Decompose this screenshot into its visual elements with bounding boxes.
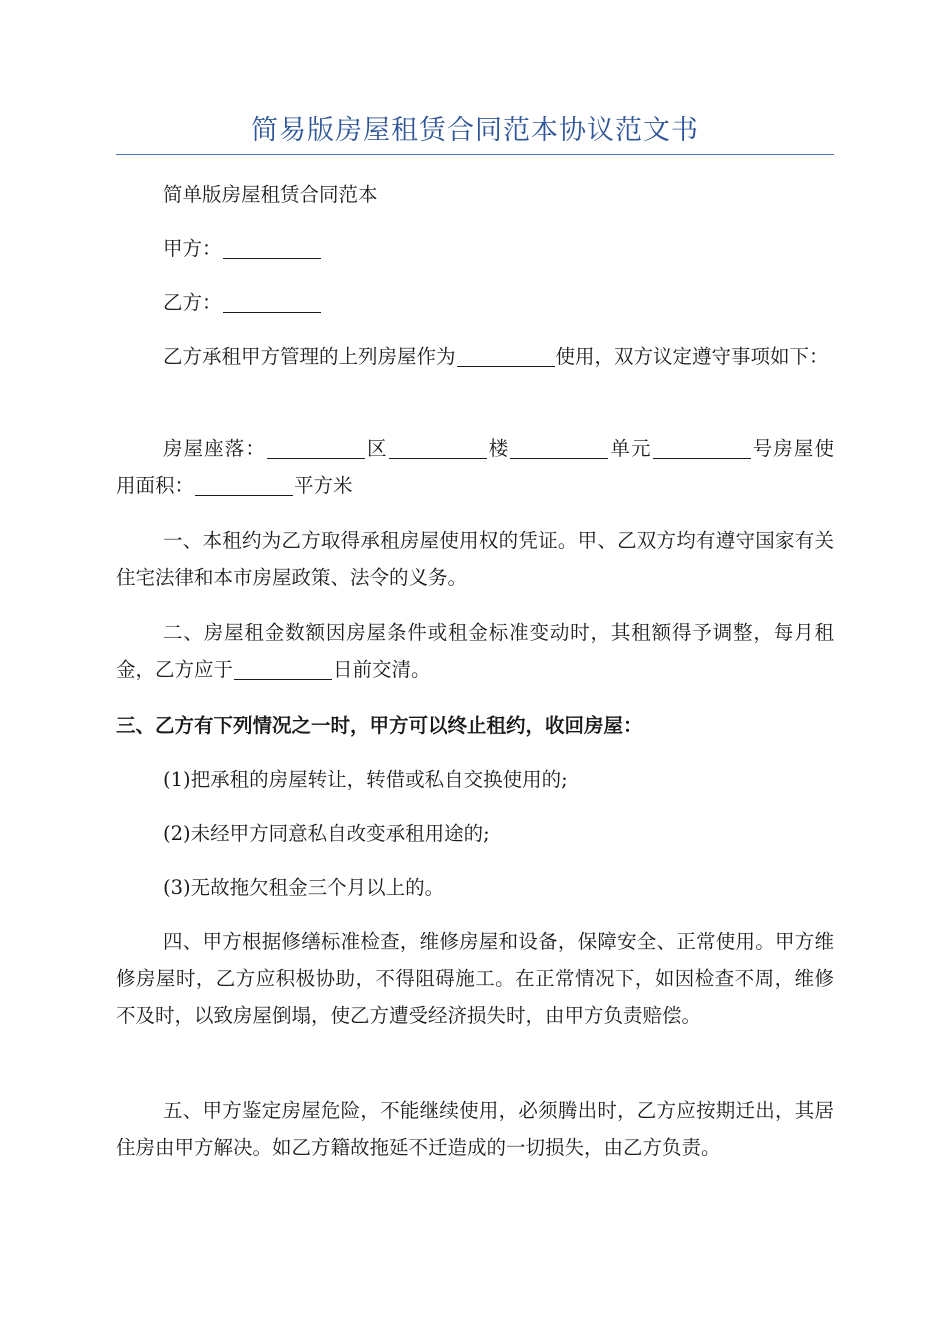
rent-date-blank	[234, 678, 332, 680]
clause-3-item-3: (3)无故拖欠租金三个月以上的。	[163, 876, 445, 899]
clause-3-item-2: (2)未经甲方同意私自改变承租用途的;	[163, 822, 490, 845]
document-title: 简易版房屋租赁合同范本协议范文书	[251, 115, 699, 146]
clause-5: 五、甲方鉴定房屋危险，不能继续使用，必须腾出时，乙方应按期迁出，其居住房由甲方解决。如乙方籍故拖延不迁造成的一切损失，由乙方负责。	[116, 1099, 834, 1159]
party-a-blank	[223, 257, 321, 259]
building-blank	[389, 457, 487, 459]
unit-label: 单元	[609, 437, 652, 460]
use-intro-text-2: 使用，双方议定遵守事项如下：	[555, 345, 829, 368]
use-intro-paragraph	[116, 338, 834, 375]
party-a-line	[116, 230, 834, 267]
clause-3-heading: 三、乙方有下列情况之一时，甲方可以终止租约，收回房屋：	[116, 714, 643, 737]
clause-1: 一、本租约为乙方取得承租房屋使用权的凭证。甲、乙双方均有遵守国家有关住宅法律和本市房屋政策、法令的义务。	[116, 529, 834, 589]
district-blank	[267, 457, 365, 459]
clause-2	[116, 614, 834, 688]
use-intro-text-1: 乙方承租甲方管理的上列房屋作为	[163, 345, 456, 368]
sqm-label: 平方米	[294, 474, 353, 497]
party-b-blank	[223, 311, 321, 313]
subtitle: 简单版房屋租赁合同范本	[163, 183, 378, 206]
location-paragraph	[116, 430, 834, 504]
room-label: 号房屋使用面积：	[116, 437, 834, 497]
party-a-label: 甲方：	[163, 237, 222, 260]
building-label: 楼	[487, 437, 510, 460]
clause-4: 四、甲方根据修缮标准检查，维修房屋和设备，保障安全、正常使用。甲方维修房屋时，乙方应积极协助，不得阻碍施工。在正常情况下，如因检查不周，维修不及时，以致房屋倒塌，使乙方遭受经济损失时，由甲方负责赔偿。	[116, 930, 834, 1027]
unit-blank	[510, 457, 608, 459]
district-label: 区	[365, 437, 388, 460]
clause-2-text-1: 二、房屋租金数额因房屋条件或租金标准变动时，其租额得予调整，每月租金，乙方应于	[116, 621, 834, 681]
clause-2-text-2: 日前交清。	[333, 658, 431, 681]
location-label: 房屋座落：	[163, 437, 266, 460]
clause-3-item-1: (1)把承租的房屋转让，转借或私自交换使用的;	[163, 768, 568, 791]
party-b-label: 乙方：	[163, 291, 222, 314]
area-blank	[195, 494, 293, 496]
use-purpose-blank	[457, 365, 555, 367]
room-blank	[653, 457, 751, 459]
party-b-line	[116, 284, 834, 321]
title-underline	[116, 154, 834, 155]
